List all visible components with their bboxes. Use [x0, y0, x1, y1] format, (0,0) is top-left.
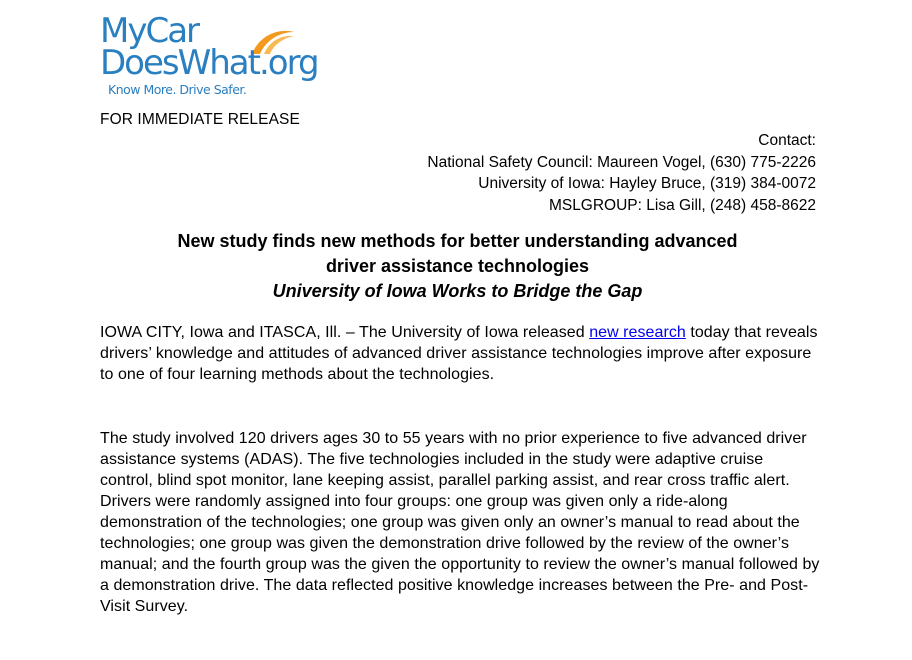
subheadline: University of Iowa Works to Bridge the Gap	[272, 281, 643, 301]
headline-line-2: driver assistance technologies	[325, 256, 590, 276]
contact-line: National Safety Council: Maureen Vogel, (630) 775-2226	[427, 153, 816, 171]
body-paragraph-1	[100, 322, 820, 385]
release-label: FOR IMMEDIATE RELEASE	[100, 111, 300, 128]
contact-line: University of Iowa: Hayley Bruce, (319) 384-0072	[478, 175, 816, 192]
logo-text-doeswhat	[100, 43, 318, 83]
logo-tagline: Know More. Drive Safer.	[108, 82, 247, 97]
logo-text-mycar: MyCar	[100, 11, 199, 51]
new-research-link[interactable]: new research	[589, 324, 686, 341]
contact-heading: Contact:	[758, 132, 816, 149]
logo-text-tld: .org	[258, 43, 318, 83]
paragraph-text: today that reveals drivers’ knowledge and attitudes of advanced driver assistance technologies improve after exposure to one of four learning methods about the technologies.	[100, 324, 818, 383]
headline-line-1: New study finds new methods for better understanding advanced	[177, 231, 738, 251]
body-paragraph-2: The study involved 120 drivers ages 30 to 55 years with no prior experience to five advanced driver assistance systems (ADAS). The five technologies included in the study were adaptive cruise control, blind spot monitor, lane keeping assist, parallel parking assist, and rear cross traffic alert. Drivers were randomly assigned into four groups: one group was given only a ride-along demonstration of the technologies; one group was given only an owner’s manual to read about the technologies; one group was given the demonstration drive followed by the review of the owner’s manual; and the fourth group was the given the opportunity to review the owner’s manual followed by a demonstration drive. The data reflected positive knowledge increases between the Pre- and Post-Visit Survey.	[100, 430, 820, 615]
paragraph-text: IOWA CITY, Iowa and ITASCA, Ill. – The University of Iowa released	[100, 324, 590, 341]
mycardoeswhat-logo	[100, 12, 340, 96]
contact-line: MSLGROUP: Lisa Gill, (248) 458-8622	[548, 196, 816, 214]
logo-text-doeswhat-main: DoesWhat	[100, 43, 259, 83]
contact-block	[427, 130, 816, 216]
headline	[100, 229, 815, 304]
